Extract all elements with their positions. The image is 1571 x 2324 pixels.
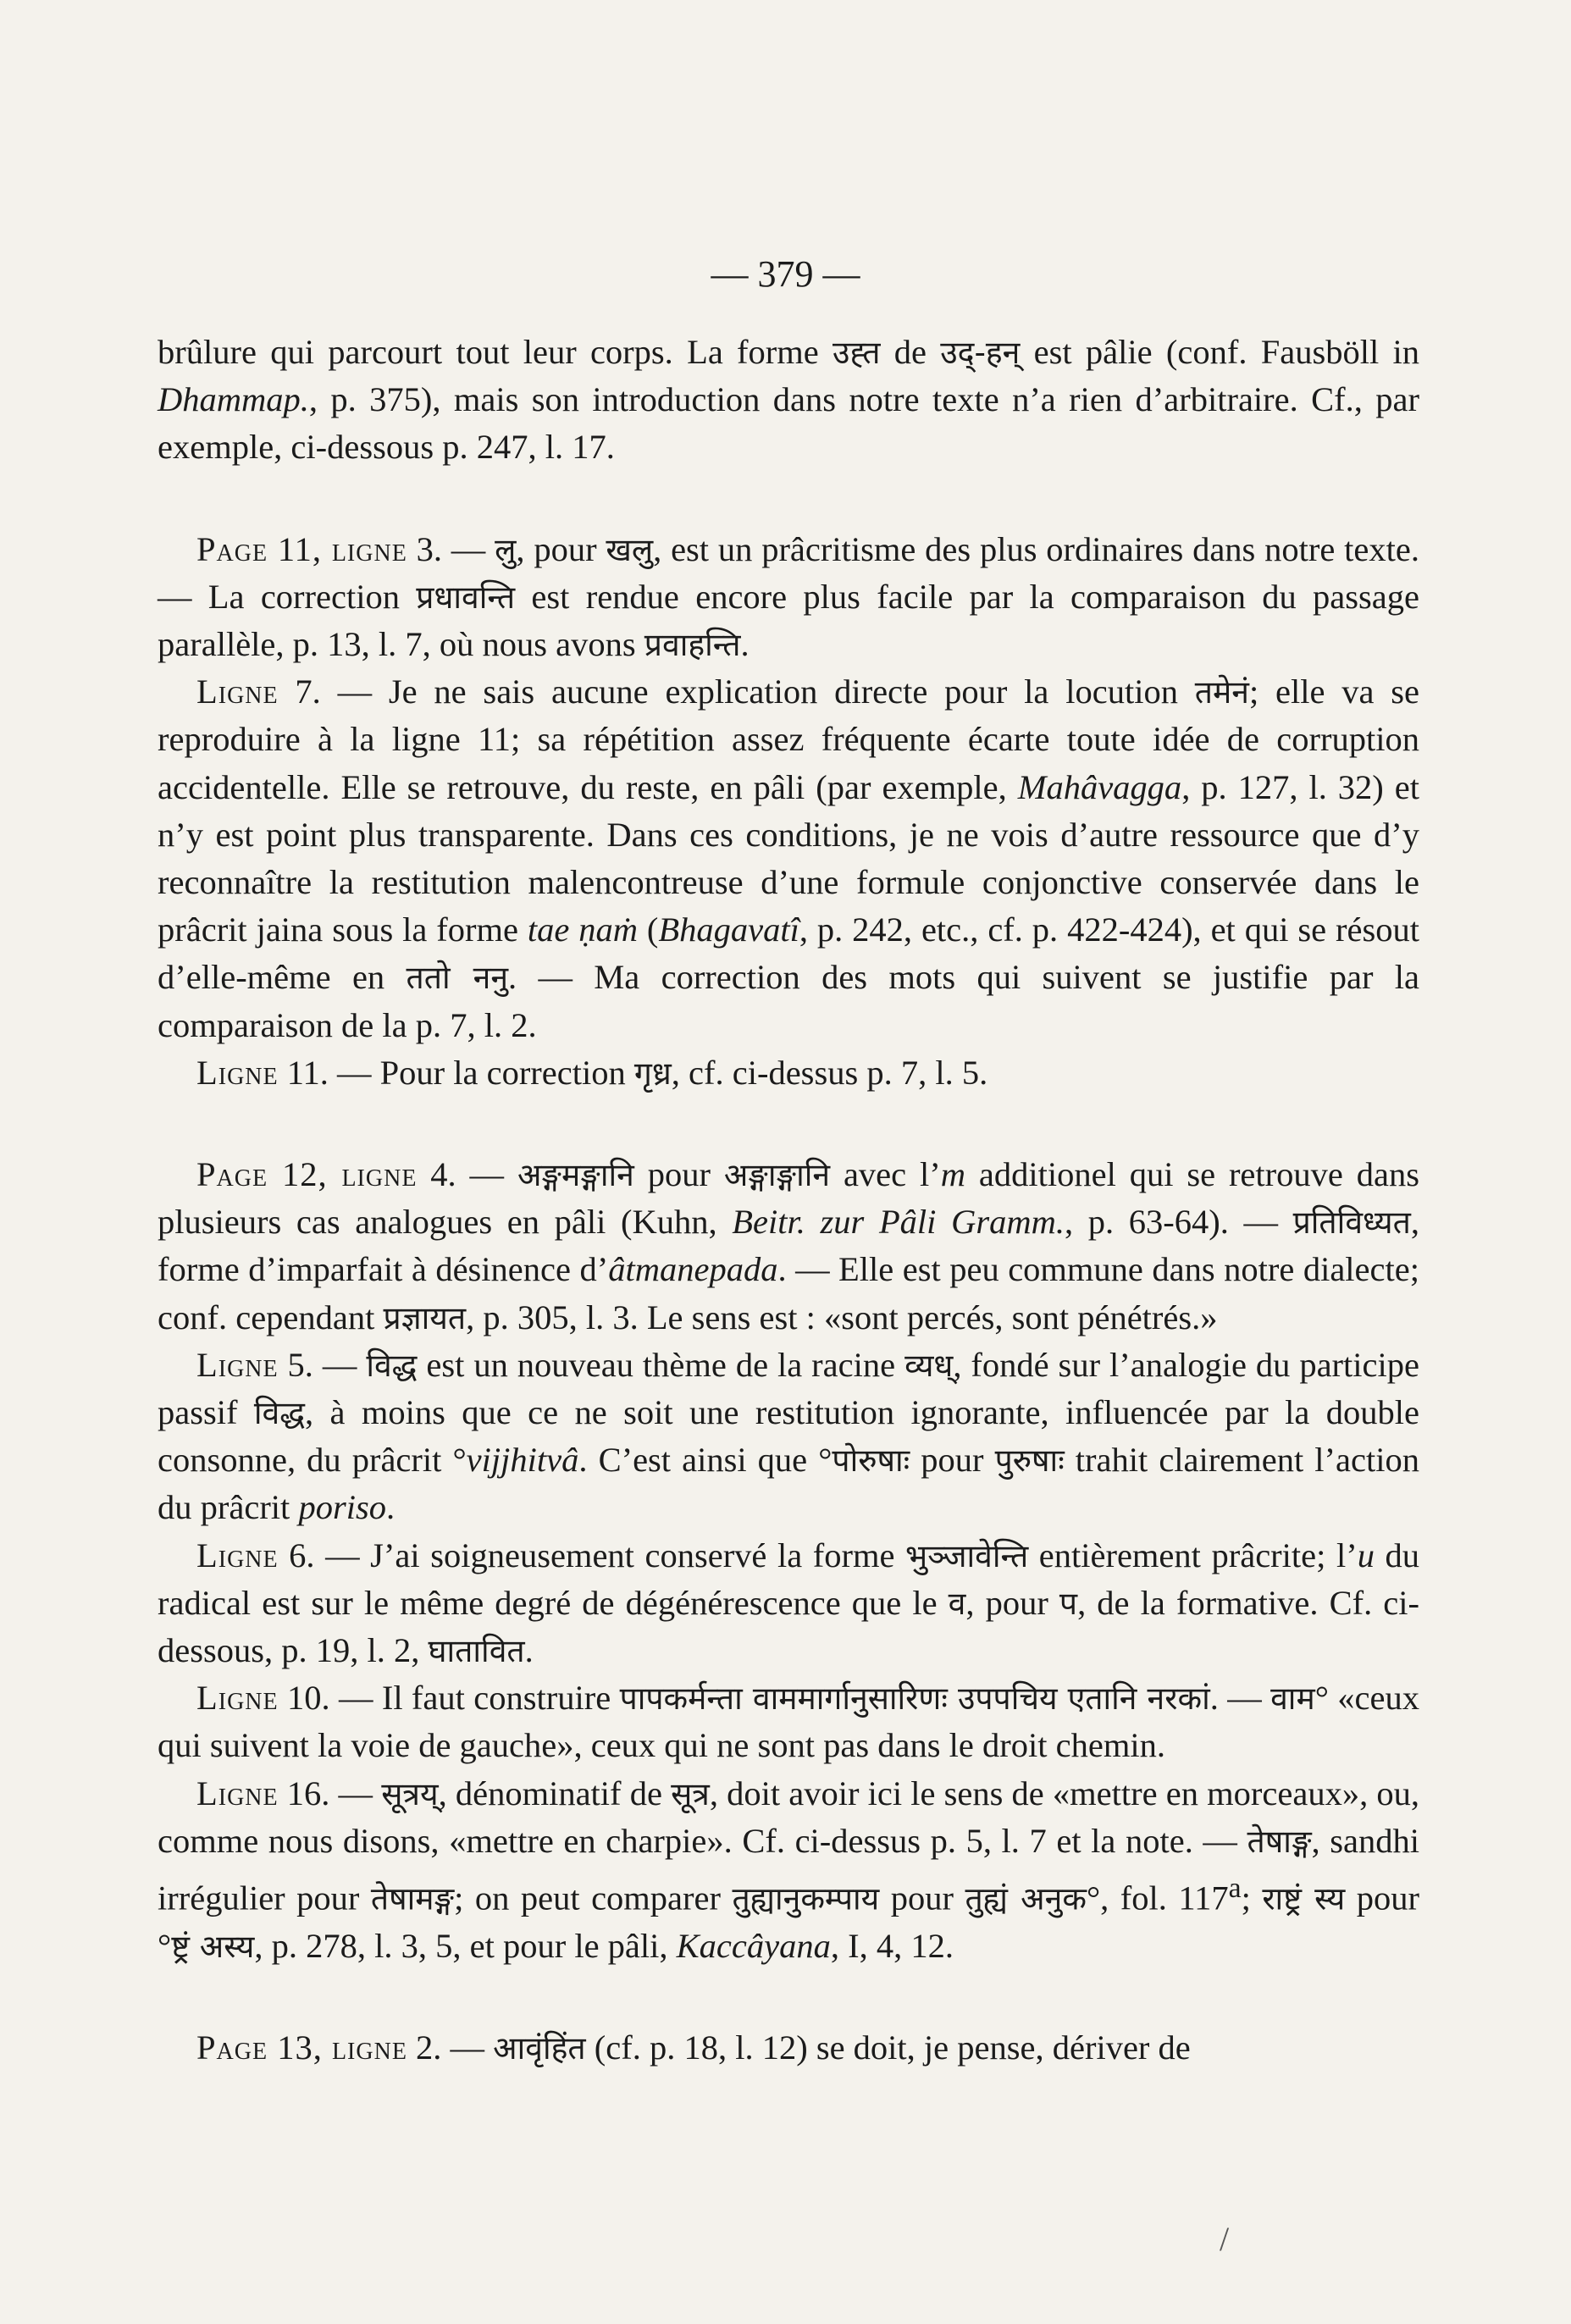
section-label: Ligne	[196, 1773, 279, 1812]
text-run: 3. —	[407, 529, 495, 568]
text-run: , doit avoir ici le sens de «mettre en morceaux», ou, comme nous disons, «mettre en charpie». Cf. ci-dessus p. 5, l. 7 et la note. —	[158, 1773, 1419, 1860]
section-label: Ligne	[196, 1053, 279, 1092]
text-run: , I, 4, 12.	[830, 1926, 954, 1965]
devanagari-term: आवृंहिंत	[493, 2029, 586, 2067]
devanagari-term: प्रवाहन्ति	[644, 626, 741, 664]
text-run: .	[385, 1488, 396, 1527]
text-run: est rendue encore plus facile par la comparaison du passage parallèle, p. 13, l. 7, où nous avons	[158, 577, 1420, 664]
devanagari-term: ष्ट्रं अस्य	[171, 1927, 255, 1965]
text-run: , dénominatif de	[438, 1773, 672, 1812]
text-run: avec l’	[830, 1155, 941, 1194]
devanagari-term: प्रतिविध्यत	[1292, 1204, 1411, 1242]
text-run: pour	[879, 1879, 965, 1917]
text-run: , de la formative. Cf. ci-dessous, p. 19, l. 2,	[158, 1583, 1419, 1670]
section-label: Page 11, ligne	[196, 529, 407, 568]
paragraph	[158, 1532, 1419, 1675]
devanagari-term: लु	[495, 530, 517, 568]
italic-term: Bhagavatî	[658, 910, 799, 949]
italic-term: Mahâvagga	[1017, 767, 1182, 806]
italic-term: Beitr. zur Pâli Gramm.	[732, 1203, 1065, 1242]
italic-term: tae ṇaṁ	[527, 910, 638, 949]
text-run: . C’est ainsi que °	[578, 1441, 833, 1480]
paragraph	[158, 1049, 1419, 1097]
paragraph	[158, 2024, 1419, 2072]
devanagari-term: घातावित	[428, 1632, 525, 1670]
devanagari-term: तुह्यानुकम्पाय	[732, 1879, 880, 1917]
italic-term: vijjhitvâ	[466, 1441, 579, 1480]
devanagari-term: तेषामङ्ग	[370, 1879, 455, 1917]
text-run: de	[880, 333, 941, 371]
italic-term: m	[940, 1155, 965, 1194]
text-run: ° «ceux qui suivent la voie de gauche», ceux qui ne sont pas dans le droit chemin.	[158, 1679, 1419, 1765]
italic-term: âtmanepada	[608, 1250, 778, 1289]
section-label: Ligne	[196, 1536, 279, 1574]
text-run: , p. 305, l. 3. Le sens est : «sont percés, sont pénétrés.»	[466, 1298, 1218, 1336]
italic-term: u	[1357, 1536, 1375, 1574]
devanagari-term: सूत्रय्	[381, 1774, 439, 1812]
text-run: 7. — Je ne sais aucune explication directe pour la locution	[278, 672, 1195, 711]
text-run: 4. —	[417, 1155, 517, 1194]
section-label: Ligne	[196, 1679, 279, 1718]
superscript: a	[1228, 1873, 1242, 1905]
text-run: 16. —	[278, 1773, 382, 1812]
text-run: . — Ma correction des mots qui suivent se justifie par la comparaison de la p. 7, l. 2.	[158, 958, 1419, 1044]
section-label: Ligne	[196, 1345, 279, 1384]
devanagari-term: अङ्गमङ्गानि	[517, 1156, 634, 1194]
devanagari-term: सूत्र	[671, 1774, 710, 1812]
paragraph	[158, 668, 1419, 1049]
italic-term: Kaccâyana	[676, 1926, 831, 1965]
devanagari-term: प्रधावन्ति	[416, 578, 516, 616]
text-run: , p. 127, l. 32) et n’y est point plus transparente. Dans ces conditions, je ne vois d’autre ressource que d’y reconnaître la restitution malencontreuse d’une formule conjonctive conservée dans le prâcrit jaina sous la forme	[158, 767, 1419, 949]
text-run: entièrement prâcrite; l’	[1028, 1536, 1358, 1574]
text-run: ; on peut comparer	[454, 1879, 733, 1917]
text-run: 2. —	[407, 2028, 494, 2067]
paragraph	[158, 329, 1419, 472]
margin-mark: /	[1220, 2220, 1230, 2258]
devanagari-term: प	[1059, 1584, 1078, 1622]
text-run: , pour	[965, 1583, 1059, 1622]
text-run: , est un prâcritisme des plus ordinaires dans notre texte. — La correction	[158, 529, 1419, 616]
text-run: 5. —	[278, 1345, 367, 1384]
devanagari-term: उद्-हन्	[940, 334, 1021, 371]
devanagari-term: अङ्गाङ्गानि	[723, 1156, 831, 1194]
devanagari-term: व्यध्	[904, 1346, 954, 1384]
text-body	[158, 329, 1419, 2072]
devanagari-term: तुह्यं अनुक	[965, 1879, 1087, 1917]
paragraph	[158, 1151, 1419, 1342]
text-run: (	[638, 910, 659, 949]
text-run: est pâlie (conf. Fausböll in	[1020, 333, 1420, 371]
text-run: , p. 242, etc., cf. p. 422-424), et qui se résout d’elle-même en	[158, 910, 1419, 997]
text-run: (cf. p. 18, l. 12) se doit, je pense, dériver de	[585, 2028, 1191, 2067]
section-label: Ligne	[196, 672, 279, 711]
devanagari-term: व	[948, 1584, 966, 1622]
text-run: , forme d’imparfait à désinence d’	[158, 1203, 1419, 1289]
text-run: ;	[1241, 1879, 1263, 1917]
text-run: du radical est sur le même degré de dégénérescence que le	[158, 1536, 1419, 1622]
devanagari-term: पापकर्मन्ता वाममार्गानुसारिणः उपपचिय एतानि नरकां	[619, 1679, 1210, 1718]
text-run: additionel qui se retrouve dans plusieurs cas analogues en pâli (Kuhn,	[158, 1155, 1419, 1242]
text-run: , p. 63-64). —	[1064, 1203, 1293, 1242]
devanagari-term: प्रज्ञायत	[383, 1298, 467, 1336]
section-label: Page 12, ligne	[196, 1155, 418, 1194]
text-run: 11. — Pour la correction	[278, 1053, 634, 1092]
text-run: . —	[1209, 1679, 1271, 1718]
paragraph	[158, 526, 1419, 669]
paragraph	[158, 1674, 1419, 1769]
text-run: 6. — J’ai soigneusement conservé la forme	[278, 1536, 906, 1574]
text-run: brûlure qui parcourt tout leur corps. La forme	[158, 333, 833, 371]
devanagari-term: उह्त	[833, 334, 881, 371]
text-run: . — Elle est peu commune dans notre dialecte; conf. cependant	[158, 1250, 1419, 1336]
text-run: .	[740, 625, 750, 664]
text-run: pour	[633, 1155, 724, 1194]
text-run: °, fol. 117	[1086, 1879, 1229, 1917]
devanagari-term: भुञ्जावेन्ति	[905, 1536, 1029, 1574]
text-run: pour	[910, 1441, 995, 1480]
devanagari-term: राष्ट्रं स्य	[1262, 1879, 1346, 1917]
text-run: .	[524, 1631, 534, 1670]
devanagari-term: वाम	[1270, 1679, 1315, 1718]
section-label: Page 13, ligne	[196, 2028, 407, 2067]
text-run: 10. — Il faut construire	[278, 1679, 620, 1718]
text-run: , sandhi irrégulier pour	[158, 1821, 1419, 1917]
devanagari-term: पोरुषाः	[832, 1441, 910, 1480]
text-run: trahit clairement l’action du prâcrit	[158, 1441, 1419, 1527]
text-run: ; elle va se reproduire à la ligne 11; sa répétition assez fréquente écarte toute idée de corruption accidentelle. Elle se retrouve, du reste, en pâli (par exemple,	[158, 672, 1419, 806]
devanagari-term: विद्ध	[366, 1346, 418, 1384]
text-run: , à moins que ce ne soit une restitution ignorante, influencée par la double consonne, du prâcrit °	[158, 1393, 1419, 1480]
devanagari-term: ततो ननु	[406, 959, 509, 997]
devanagari-term: विद्ध	[253, 1394, 306, 1432]
italic-term: Dhammap.	[158, 380, 309, 419]
paragraph	[158, 1770, 1419, 1970]
devanagari-term: खलु	[606, 530, 654, 568]
devanagari-term: पुरुषाः	[994, 1441, 1065, 1480]
text-run: , pour	[516, 529, 606, 568]
text-run: , fondé sur l’analogie du participe passif	[158, 1345, 1419, 1432]
text-run: , p. 375), mais son introduction dans notre texte n’a rien d’arbitraire. Cf., par exemple, ci-dessous p. 247, l. 17.	[158, 380, 1419, 467]
text-run: pour °	[158, 1879, 1419, 1965]
text-run: est un nouveau thème de la racine	[417, 1345, 905, 1384]
devanagari-term: गृध्र	[633, 1054, 672, 1092]
devanagari-term: तेषाङ्ग	[1247, 1822, 1312, 1860]
text-run: , p. 278, l. 3, 5, et pour le pâli,	[254, 1926, 677, 1965]
paragraph	[158, 1342, 1419, 1532]
text-run: , cf. ci-dessus p. 7, l. 5.	[671, 1053, 988, 1092]
italic-term: poriso	[298, 1488, 386, 1527]
devanagari-term: तमेनं	[1194, 673, 1249, 711]
page-number: — 379 —	[711, 253, 860, 295]
